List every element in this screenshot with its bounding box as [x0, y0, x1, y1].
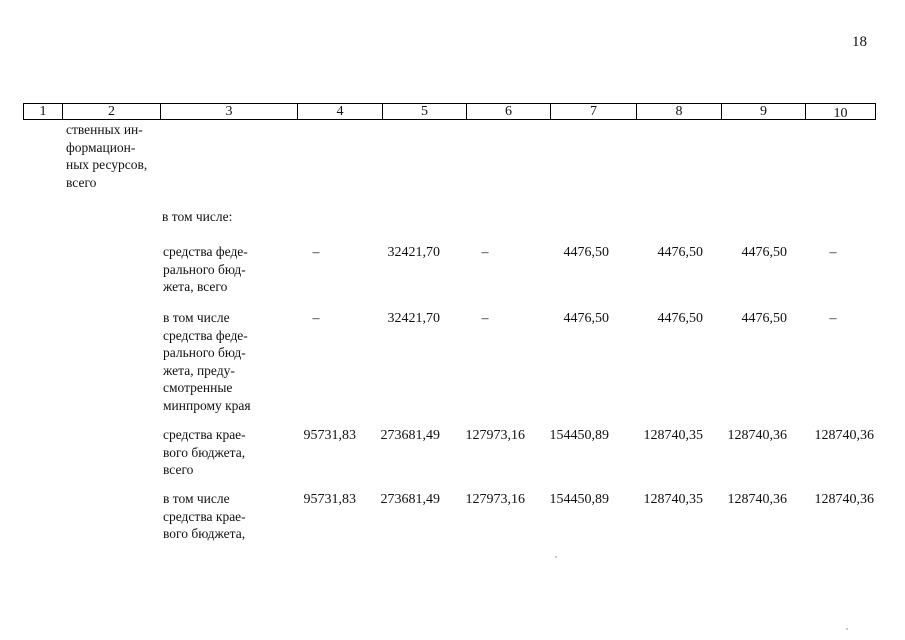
subheading-in-total: в том числе:: [162, 209, 233, 224]
scan-speck: [846, 628, 848, 630]
header-cell-4: 4: [298, 104, 383, 119]
row-label: в том числе средства феде- рального бюд- жета, преду- смотренные минпрому края: [163, 310, 251, 413]
row-label: в том числе средства крае- вого бюджета,: [163, 491, 246, 541]
cell-col7: 154450,89: [549, 428, 609, 443]
cell-col8: 128740,35: [643, 428, 703, 443]
header-cell-3: 3: [161, 104, 298, 119]
cell-col9: 4476,50: [741, 311, 787, 326]
cell-col8: 128740,35: [643, 492, 703, 507]
header-cell-5: 5: [383, 104, 467, 119]
cell-col8: 4476,50: [657, 245, 703, 260]
cell-col4: 95731,83: [303, 492, 356, 507]
cell-col7: 154450,89: [549, 492, 609, 507]
row-label: средства крае- вого бюджета, всего: [163, 427, 246, 477]
cell-col10: –: [829, 245, 837, 260]
cell-col5: 32421,70: [387, 245, 440, 260]
cell-col9: 4476,50: [741, 245, 787, 260]
header-cell-8: 8: [637, 104, 722, 119]
cell-col8: 4476,50: [657, 311, 703, 326]
cell-col6: –: [481, 311, 489, 326]
cell-col6: 127973,16: [465, 428, 525, 443]
page-number: 18: [852, 34, 867, 50]
header-cell-10: 10: [833, 106, 848, 121]
cell-col6: –: [481, 245, 489, 260]
cell-col5: 273681,49: [380, 492, 440, 507]
cell-col10: –: [829, 311, 837, 326]
cell-col5: 32421,70: [387, 311, 440, 326]
cell-col10: 128740,36: [814, 428, 874, 443]
cell-col9: 128740,36: [727, 492, 787, 507]
header-cell-1: 1: [24, 104, 63, 119]
header-cell-9: 9: [722, 104, 806, 119]
cell-col4: –: [312, 245, 320, 260]
cell-col7: 4476,50: [563, 311, 609, 326]
cell-col9: 128740,36: [727, 428, 787, 443]
header-cell-6: 6: [467, 104, 551, 119]
header-cell-2: 2: [63, 104, 161, 119]
scan-speck: [555, 556, 557, 558]
column2-continued-text: ственных ин- формацион- ных ресурсов, всего: [66, 122, 148, 190]
cell-col5: 273681,49: [380, 428, 440, 443]
row-label: средства феде- рального бюд- жета, всего: [163, 244, 248, 294]
cell-col4: –: [312, 311, 320, 326]
cell-col7: 4476,50: [563, 245, 609, 260]
table-header-row: [23, 103, 876, 120]
cell-col6: 127973,16: [465, 492, 525, 507]
header-cell-7: 7: [551, 104, 637, 119]
cell-col10: 128740,36: [814, 492, 874, 507]
cell-col4: 95731,83: [303, 428, 356, 443]
